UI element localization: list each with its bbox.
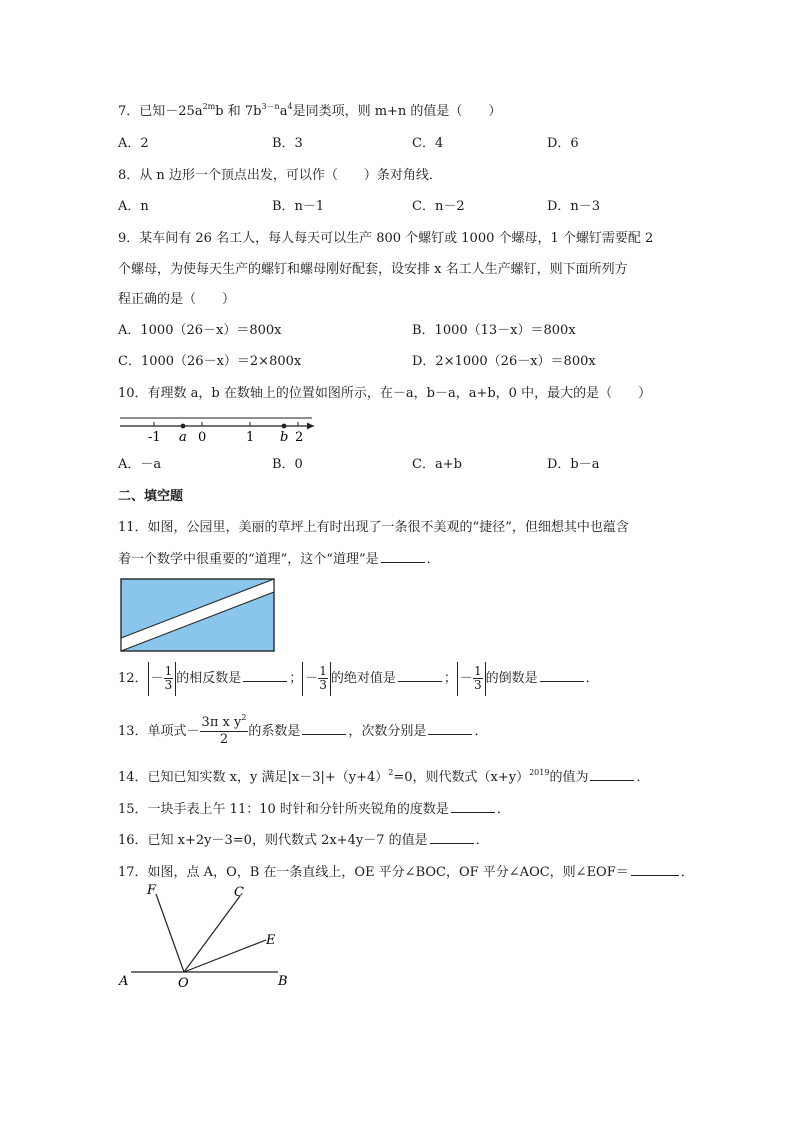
q7-stem-d: 是同类项，则 m+n 的值是（ ） [292,104,502,119]
label-2: 2 [295,430,304,445]
q10-option-d[interactable]: D．b－a [547,457,600,472]
ray-OF [156,894,184,972]
q7-option-c[interactable]: C．4 [412,136,444,151]
angle-figure [116,882,296,992]
point-b [282,424,287,429]
q12-sep-2: ； [443,671,457,686]
q14-text-a: 14．已知已知实数 x，y 满足|x－3|+（y+4） [118,770,389,785]
q15-end: ． [496,802,510,817]
q12-blank-3[interactable] [540,669,584,682]
q10-option-a[interactable]: A．－a [118,457,162,472]
q12-blank-1[interactable] [243,669,287,682]
q17-end: ． [680,865,694,880]
question-16 [118,831,489,850]
question-9-line-2: 个螺母，为使每天生产的螺钉和螺母刚好配套，设安排 x 名工人生产螺钉，则下面所列方 [118,262,628,277]
arrow-icon [307,423,314,430]
lawn-shortcut-figure [120,578,276,654]
number-line-figure [118,413,318,445]
q16-end: ． [475,833,489,848]
q12-frac-num-1: 1 [164,663,173,678]
label-0: 0 [198,430,207,445]
q13-end: ． [474,724,488,739]
q7-stem-b: b 和 7b [215,104,262,119]
question-13 [118,712,487,752]
q12-minus-2: － [305,670,319,686]
question-7 [118,103,501,121]
section-title-fill-in: 二、填空题 [118,489,184,504]
q7-option-d[interactable]: D．6 [547,136,579,151]
question-14 [118,768,649,787]
q13-denominator: 2 [219,732,229,747]
q12-frac-1 [164,665,174,692]
q13-numerator [200,712,249,732]
label-B: B [278,974,288,989]
q9-option-a[interactable]: A．1000（26－x）＝800x [118,323,282,338]
q12-part2: 的绝对值是 [330,671,396,686]
label-O: O [178,976,189,991]
q13-num-a: 3π x y [201,714,242,730]
question-11-line-1: 11．如图，公园里，美丽的草坪上有时出现了一条很不美观的“捷径”，但细想其中也蕴含 [118,520,629,535]
q13-blank-1[interactable] [302,722,346,735]
q12-frac-den-2: 3 [319,678,327,692]
q12-frac-den-1: 3 [164,678,173,692]
question-10: 10．有理数 a，b 在数轴上的位置如图所示，在－a，b－a，a+b，0 中，最大的是（ ） [118,386,652,401]
q12-part3: 的倒数是 [485,671,538,686]
q14-exp1: 2 [388,768,394,777]
q10-option-c[interactable]: C．a+b [412,457,462,472]
q12-frac-num-3: 1 [473,663,482,678]
q14-end: ． [636,770,650,785]
q15-text: 15．一块手表上午 11：10 时针和分针所夹锐角的度数是 [118,802,449,817]
q12-end: ． [585,671,599,686]
label-b: b [280,430,289,445]
label-A: A [119,974,129,989]
question-8: 8．从 n 边形一个顶点出发，可以作（ ）条对角线． [118,168,442,183]
q15-blank[interactable] [451,800,495,813]
point-a [181,424,186,429]
label-a: a [179,430,187,445]
q12-frac-3 [473,665,483,692]
abs-value-expr-2 [302,662,331,696]
q13-num-exp: 2 [241,712,247,722]
label-C: C [234,885,244,900]
label-E: E [266,933,276,948]
label-neg1: -1 [148,430,161,445]
q7-option-b[interactable]: B．3 [272,136,303,151]
q7-exp3: 4 [287,102,293,111]
abs-value-expr-1 [148,662,177,696]
q12-part1: 的相反数是 [176,671,242,686]
q12-blank-2[interactable] [398,669,442,682]
q12-frac-2 [318,665,328,692]
q17-blank[interactable] [631,863,679,876]
q11-end: ． [426,552,440,567]
q14-text-b: =0，则代数式（x+y） [393,770,530,785]
q11-text: 着一个数学中很重要的“道理”，这个“道理”是 [118,552,379,567]
q12-label: 12． [118,671,148,686]
question-17 [118,863,694,882]
q13-mid2: ，次数分别是 [348,724,427,739]
q8-option-a[interactable]: A．n [118,199,149,214]
q12-minus-1: － [150,670,164,686]
q14-blank[interactable] [590,768,634,781]
q7-stem-c: a [279,104,288,119]
q8-option-b[interactable]: B．n－1 [272,199,325,214]
question-11-line-2 [118,550,440,569]
q9-option-c[interactable]: C．1000（26－x）＝2×800x [118,354,302,369]
q7-option-a[interactable]: A．2 [118,136,149,151]
label-1: 1 [246,430,255,445]
q13-prefix: 13．单项式－ [118,724,200,739]
q7-exp2: 3－n [261,102,280,111]
q16-text: 16．已知 x+2y－3=0，则代数式 2x+4y－7 的值是 [118,833,428,848]
q17-text: 17．如图，点 A，O，B 在一条直线上，OE 平分∠BOC，OF 平分∠AOC，则∠EOF＝ [118,865,629,880]
question-15 [118,800,510,819]
q7-stem: 7．已知－25a [118,104,203,119]
q8-option-c[interactable]: C．n－2 [412,199,465,214]
q13-blank-2[interactable] [428,722,472,735]
label-F: F [147,883,157,898]
q12-frac-den-3: 3 [473,678,482,692]
q9-option-d[interactable]: D．2×1000（26－x）＝800x [412,354,596,369]
abs-value-expr-3 [457,662,486,696]
q12-minus-3: － [459,670,473,686]
q14-text-c: 的值为 [549,770,589,785]
monomial-fraction [200,712,249,749]
q12-sep-1: ； [289,671,303,686]
q13-mid: 的系数是 [248,724,301,739]
q11-answer-blank[interactable] [381,550,425,563]
question-12 [118,661,599,697]
q12-frac-num-2: 1 [319,663,327,678]
q8-option-d[interactable]: D．n－3 [547,199,601,214]
q9-option-b[interactable]: B．1000（13－x）＝800x [412,323,576,338]
q10-option-b[interactable]: B．0 [272,457,303,472]
q14-exp2: 2019 [529,768,550,777]
question-9-line-3: 程正确的是（ ） [118,292,236,307]
question-9-line-1: 9．某车间有 26 名工人，每人每天可以生产 800 个螺钉或 1000 个螺母，1 个螺钉需要配 2 [118,231,654,246]
q16-blank[interactable] [430,831,474,844]
q7-exp1: 2m [202,102,216,111]
